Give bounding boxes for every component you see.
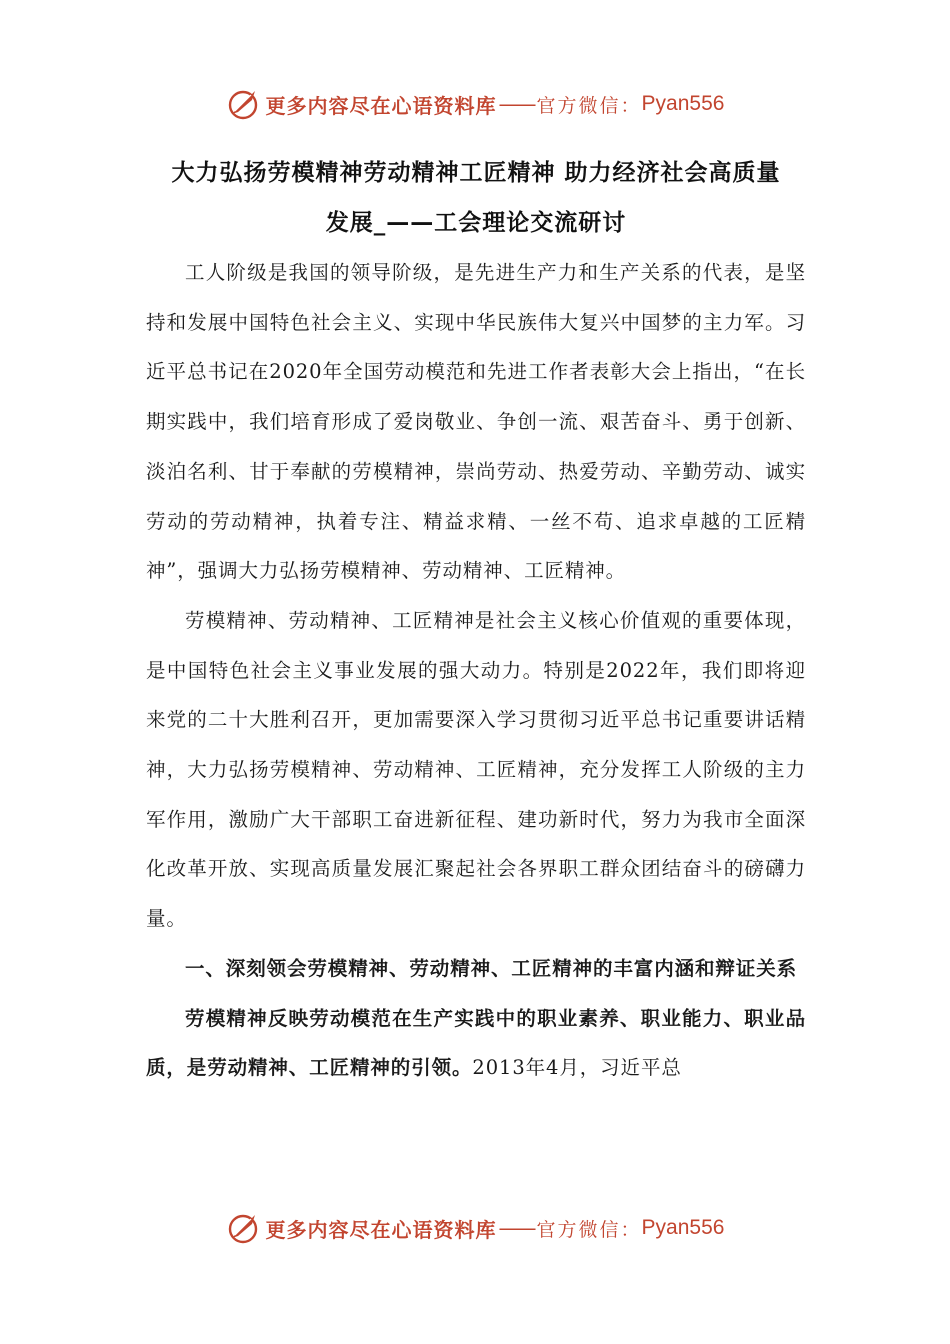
banner-dash: —— (498, 1216, 535, 1240)
banner-wechat-label: 官方微信： (536, 94, 642, 117)
footer-banner (0, 1208, 950, 1248)
paragraph-2: 劳模精神、劳动精神、工匠精神是社会主义核心价值观的重要体现，是中国特色社会主义事业发展的强大动力。特别是2022年，我们即将迎来党的二十大胜利召开，更加需要深入学习贯彻习近平总书记重要讲话精神，大力弘扬劳模精神、劳动精神、工匠精神，充分发挥工人阶级的主力军作用，激励广大干部职工奋进新征程、建功新时代，努力为我市全面深化改革开放、实现高质量发展汇聚起社会各界职工群众团结奋斗的磅礴力量。 (146, 608, 806, 931)
banner-dash: —— (498, 92, 535, 116)
document-title (146, 148, 806, 248)
title-line-1: 大力弘扬劳模精神劳动精神工匠精神 助力经济社会高质量 (171, 160, 781, 186)
banner-text: 更多内容尽在心语资料库 (265, 93, 497, 118)
quill-logo-icon (226, 86, 262, 122)
banner-wechat-id: Pyan556 (641, 1216, 725, 1239)
quill-logo-icon (226, 1210, 262, 1246)
banner-text: 更多内容尽在心语资料库 (265, 1217, 497, 1242)
title-line-2: 发展_——工会理论交流研讨 (325, 210, 627, 236)
document-body (146, 148, 806, 1093)
banner-wechat-label: 官方微信： (536, 1218, 642, 1241)
header-banner (0, 84, 950, 124)
paragraph-3-lead: 劳模精神反映劳动模范在生产实践中的职业素养、职业能力、职业品质，是劳动精神、工匠精神的引领。 (146, 1006, 806, 1080)
paragraph-3 (146, 994, 806, 1093)
section-heading-1: 一、深刻领会劳模精神、劳动精神、工匠精神的丰富内涵和辩证关系 (185, 956, 798, 980)
banner-wechat-id: Pyan556 (641, 92, 725, 115)
paragraph-1: 工人阶级是我国的领导阶级，是先进生产力和生产关系的代表，是坚持和发展中国特色社会主义、实现中华民族伟大复兴中国梦的主力军。习近平总书记在2020年全国劳动模范和先进工作者表彰大会上指出，“在长期实践中，我们培育形成了爱岗敬业、争创一流、艰苦奋斗、勇于创新、淡泊名利、甘于奉献的劳模精神，崇尚劳动、热爱劳动、辛勤劳动、诚实劳动的劳动精神，执着专注、精益求精、一丝不苟、追求卓越的工匠精神”，强调大力弘扬劳模精神、劳动精神、工匠精神。 (146, 261, 806, 583)
paragraph-3-rest: 2013年4月，习近平总 (472, 1056, 682, 1080)
